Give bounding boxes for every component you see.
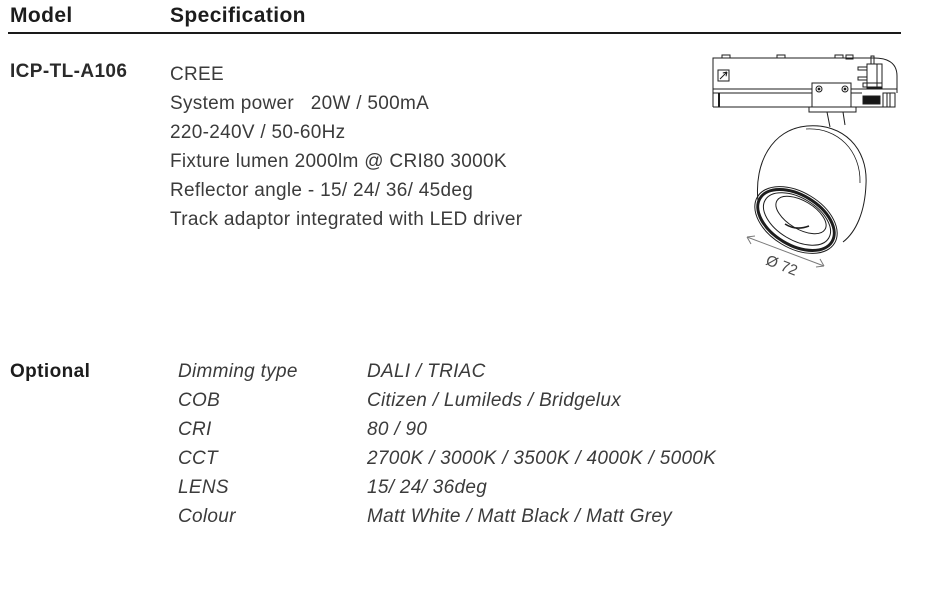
- option-name: Colour: [178, 506, 236, 527]
- option-value: DALI / TRIAC: [367, 361, 486, 382]
- option-value: 2700K / 3000K / 3500K / 4000K / 5000K: [367, 448, 717, 469]
- model-code: ICP-TL-A106: [10, 61, 128, 82]
- spec-line-reflector-angle: Reflector angle - 15/ 24/ 36/ 45deg: [170, 180, 474, 201]
- option-name: CCT: [178, 448, 218, 469]
- spec-line-track-adaptor: Track adaptor integrated with LED driver: [170, 209, 523, 230]
- optional-row-lens: [178, 477, 878, 506]
- mounting-bracket: [809, 83, 856, 127]
- clamp-mark-icon: [718, 70, 729, 81]
- option-name: COB: [178, 390, 221, 411]
- specification-list: [170, 60, 522, 234]
- optional-row-cob: [178, 390, 878, 419]
- lamp-head: [743, 126, 866, 267]
- option-name: LENS: [178, 477, 229, 498]
- optional-row-cri: [178, 419, 878, 448]
- spec-line-system-power: System power 20W / 500mA: [170, 93, 430, 114]
- track-adaptor: [713, 55, 897, 107]
- optional-row-colour: [178, 506, 878, 535]
- option-value: Citizen / Lumileds / Bridgelux: [367, 390, 621, 411]
- track-light-drawing: [690, 44, 910, 290]
- column-header-model: Model: [10, 4, 73, 27]
- optional-table: [178, 361, 878, 535]
- option-value: 15/ 24/ 36deg: [367, 477, 488, 498]
- optional-section-label: Optional: [10, 361, 91, 382]
- optional-row-cct: [178, 448, 878, 477]
- spec-line-voltage: 220-240V / 50-60Hz: [170, 122, 346, 143]
- optional-row-dimming: [178, 361, 878, 390]
- option-value: Matt White / Matt Black / Matt Grey: [367, 506, 673, 527]
- spec-line-fixture-lumen: Fixture lumen 2000lm @ CRI80 3000K: [170, 151, 507, 172]
- header-divider-line: [8, 32, 901, 34]
- dimension-label: Ø 72: [763, 252, 800, 280]
- adaptor-connector: [858, 56, 895, 107]
- option-name: Dimming type: [178, 361, 298, 382]
- option-name: CRI: [178, 419, 212, 440]
- option-value: 80 / 90: [367, 419, 428, 440]
- spec-line-led-brand: CREE: [170, 64, 224, 85]
- column-header-specification: Specification: [170, 4, 306, 27]
